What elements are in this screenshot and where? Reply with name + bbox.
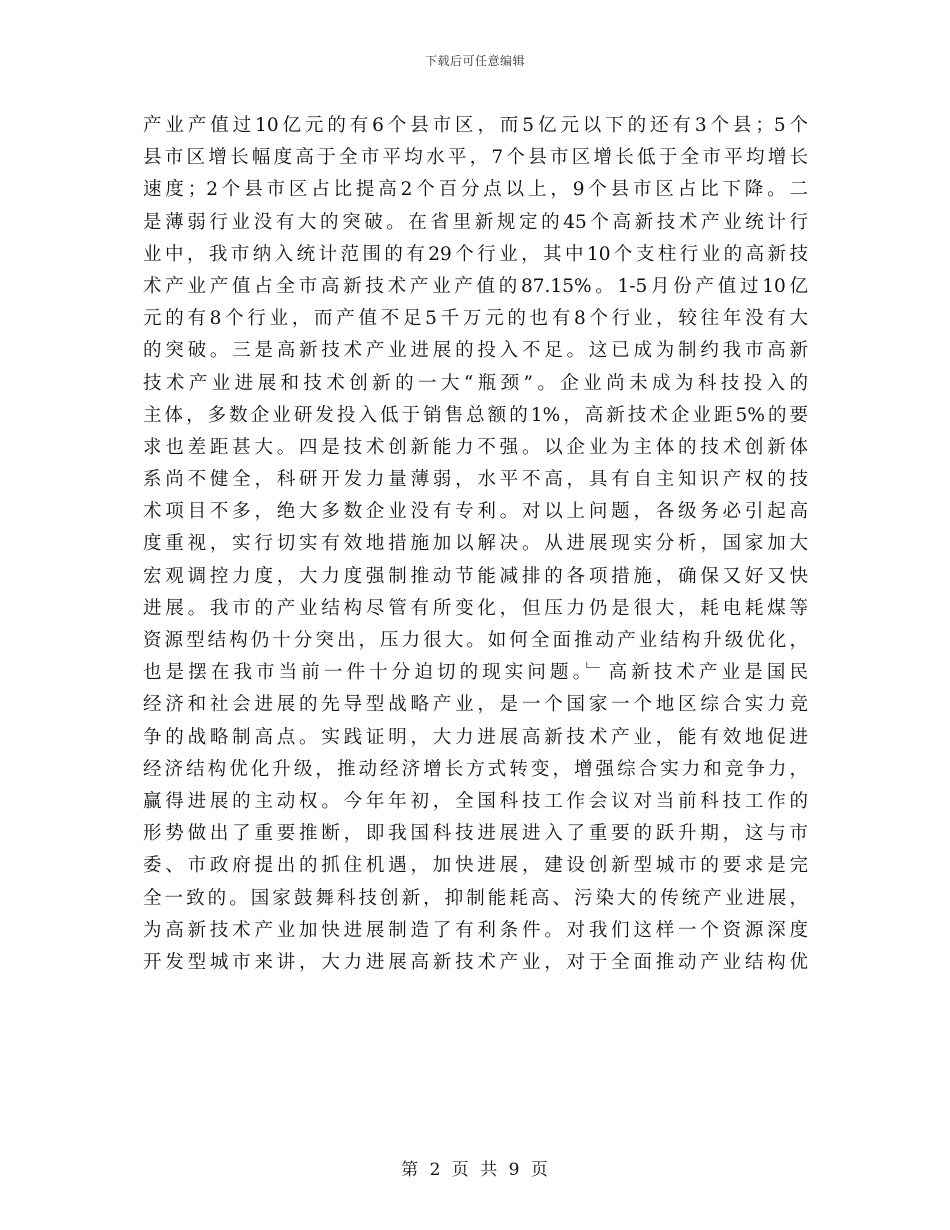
text-line: 是薄弱行业没有大的突破。在省里新规定的45个高新技术产业统计行 <box>143 211 808 233</box>
text-line: 技术产业进展和技术创新的一大“瓶颈”。企业尚未成为科技投入的 <box>143 372 808 394</box>
text-line: 也是摆在我市当前一件十分迫切的现实问题。﹂高新技术产业是国民 <box>143 662 808 684</box>
text-line: 县市区增长幅度高于全市平均水平，7个县市区增长低于全市平均增长 <box>143 147 808 169</box>
text-line: 进展。我市的产业结构尽管有所变化，但压力仍是很大，耗电耗煤等 <box>143 597 808 619</box>
text-line: 争的战略制高点。实践证明，大力进展高新技术产业，能有效地促进 <box>143 726 808 748</box>
page-number-current: 2 <box>429 1160 442 1180</box>
page-footer-page-word: 页 <box>451 1160 470 1180</box>
text-line: 元的有8个行业，而产值不足5千万元的也有8个行业，较往年没有大 <box>143 308 808 330</box>
text-line: 宏观调控力度，大力度强制推动节能减排的各项措施，确保又好又快 <box>143 565 808 587</box>
text-line: 赢得进展的主动权。今年年初，全国科技工作会议对当前科技工作的 <box>143 790 808 812</box>
text-line: 术产业产值占全市高新技术产业产值的87.15%。1-5月份产值过10亿 <box>143 275 808 297</box>
text-line: 业中，我市纳入统计范围的有29个行业，其中10个支柱行业的高新技 <box>143 243 808 265</box>
text-line: 速度；2个县市区占比提高2个百分点以上，9个县市区占比下降。二 <box>143 179 808 201</box>
text-line: 产业产值过10亿元的有6个县市区，而5亿元以下的还有3个县；5个 <box>143 115 808 136</box>
page-footer-suffix: 页 <box>530 1160 549 1180</box>
text-line: 为高新技术产业加快进展制造了有利条件。对我们这样一个资源深度 <box>143 919 808 941</box>
body-text <box>143 110 808 979</box>
page-footer <box>0 1155 950 1180</box>
text-line: 主体，多数企业研发投入低于销售总额的1%，高新技术企业距5%的要 <box>143 404 808 426</box>
page-header: 下载后可任意编辑 <box>424 54 525 68</box>
text-line: 全一致的。国家鼓舞科技创新，抑制能耗高、污染大的传统产业进展， <box>143 887 808 909</box>
page-number-total: 9 <box>508 1160 521 1180</box>
text-line: 形势做出了重要推断，即我国科技进展进入了重要的跃升期，这与市 <box>143 823 808 845</box>
text-line: 经济和社会进展的先导型战略产业，是一个国家一个地区综合实力竞 <box>143 694 808 716</box>
text-line: 开发型城市来讲，大力进展高新技术产业，对于全面推动产业结构优 <box>143 951 808 973</box>
text-line: 委、市政府提出的抓住机遇，加快进展，建设创新型城市的要求是完 <box>143 855 808 877</box>
page-footer-total-word: 共 <box>480 1160 499 1180</box>
page-footer-prefix: 第 <box>401 1160 420 1180</box>
text-line: 经济结构优化升级，推动经济增长方式转变，增强综合实力和竞争力， <box>143 758 808 780</box>
text-line: 资源型结构仍十分突出，压力很大。如何全面推动产业结构升级优化， <box>143 630 808 651</box>
text-line: 术项目不多，绝大多数企业没有专利。对以上问题，各级务必引起高 <box>143 501 808 523</box>
text-line: 的突破。三是高新技术产业进展的投入不足。这已成为制约我市高新 <box>143 340 808 362</box>
text-line: 系尚不健全，科研开发力量薄弱，水平不高，具有自主知识产权的技 <box>143 469 808 491</box>
text-line: 求也差距甚大。四是技术创新能力不强。以企业为主体的技术创新体 <box>143 436 808 458</box>
text-line: 度重视，实行切实有效地措施加以解决。从进展现实分析，国家加大 <box>143 533 808 555</box>
